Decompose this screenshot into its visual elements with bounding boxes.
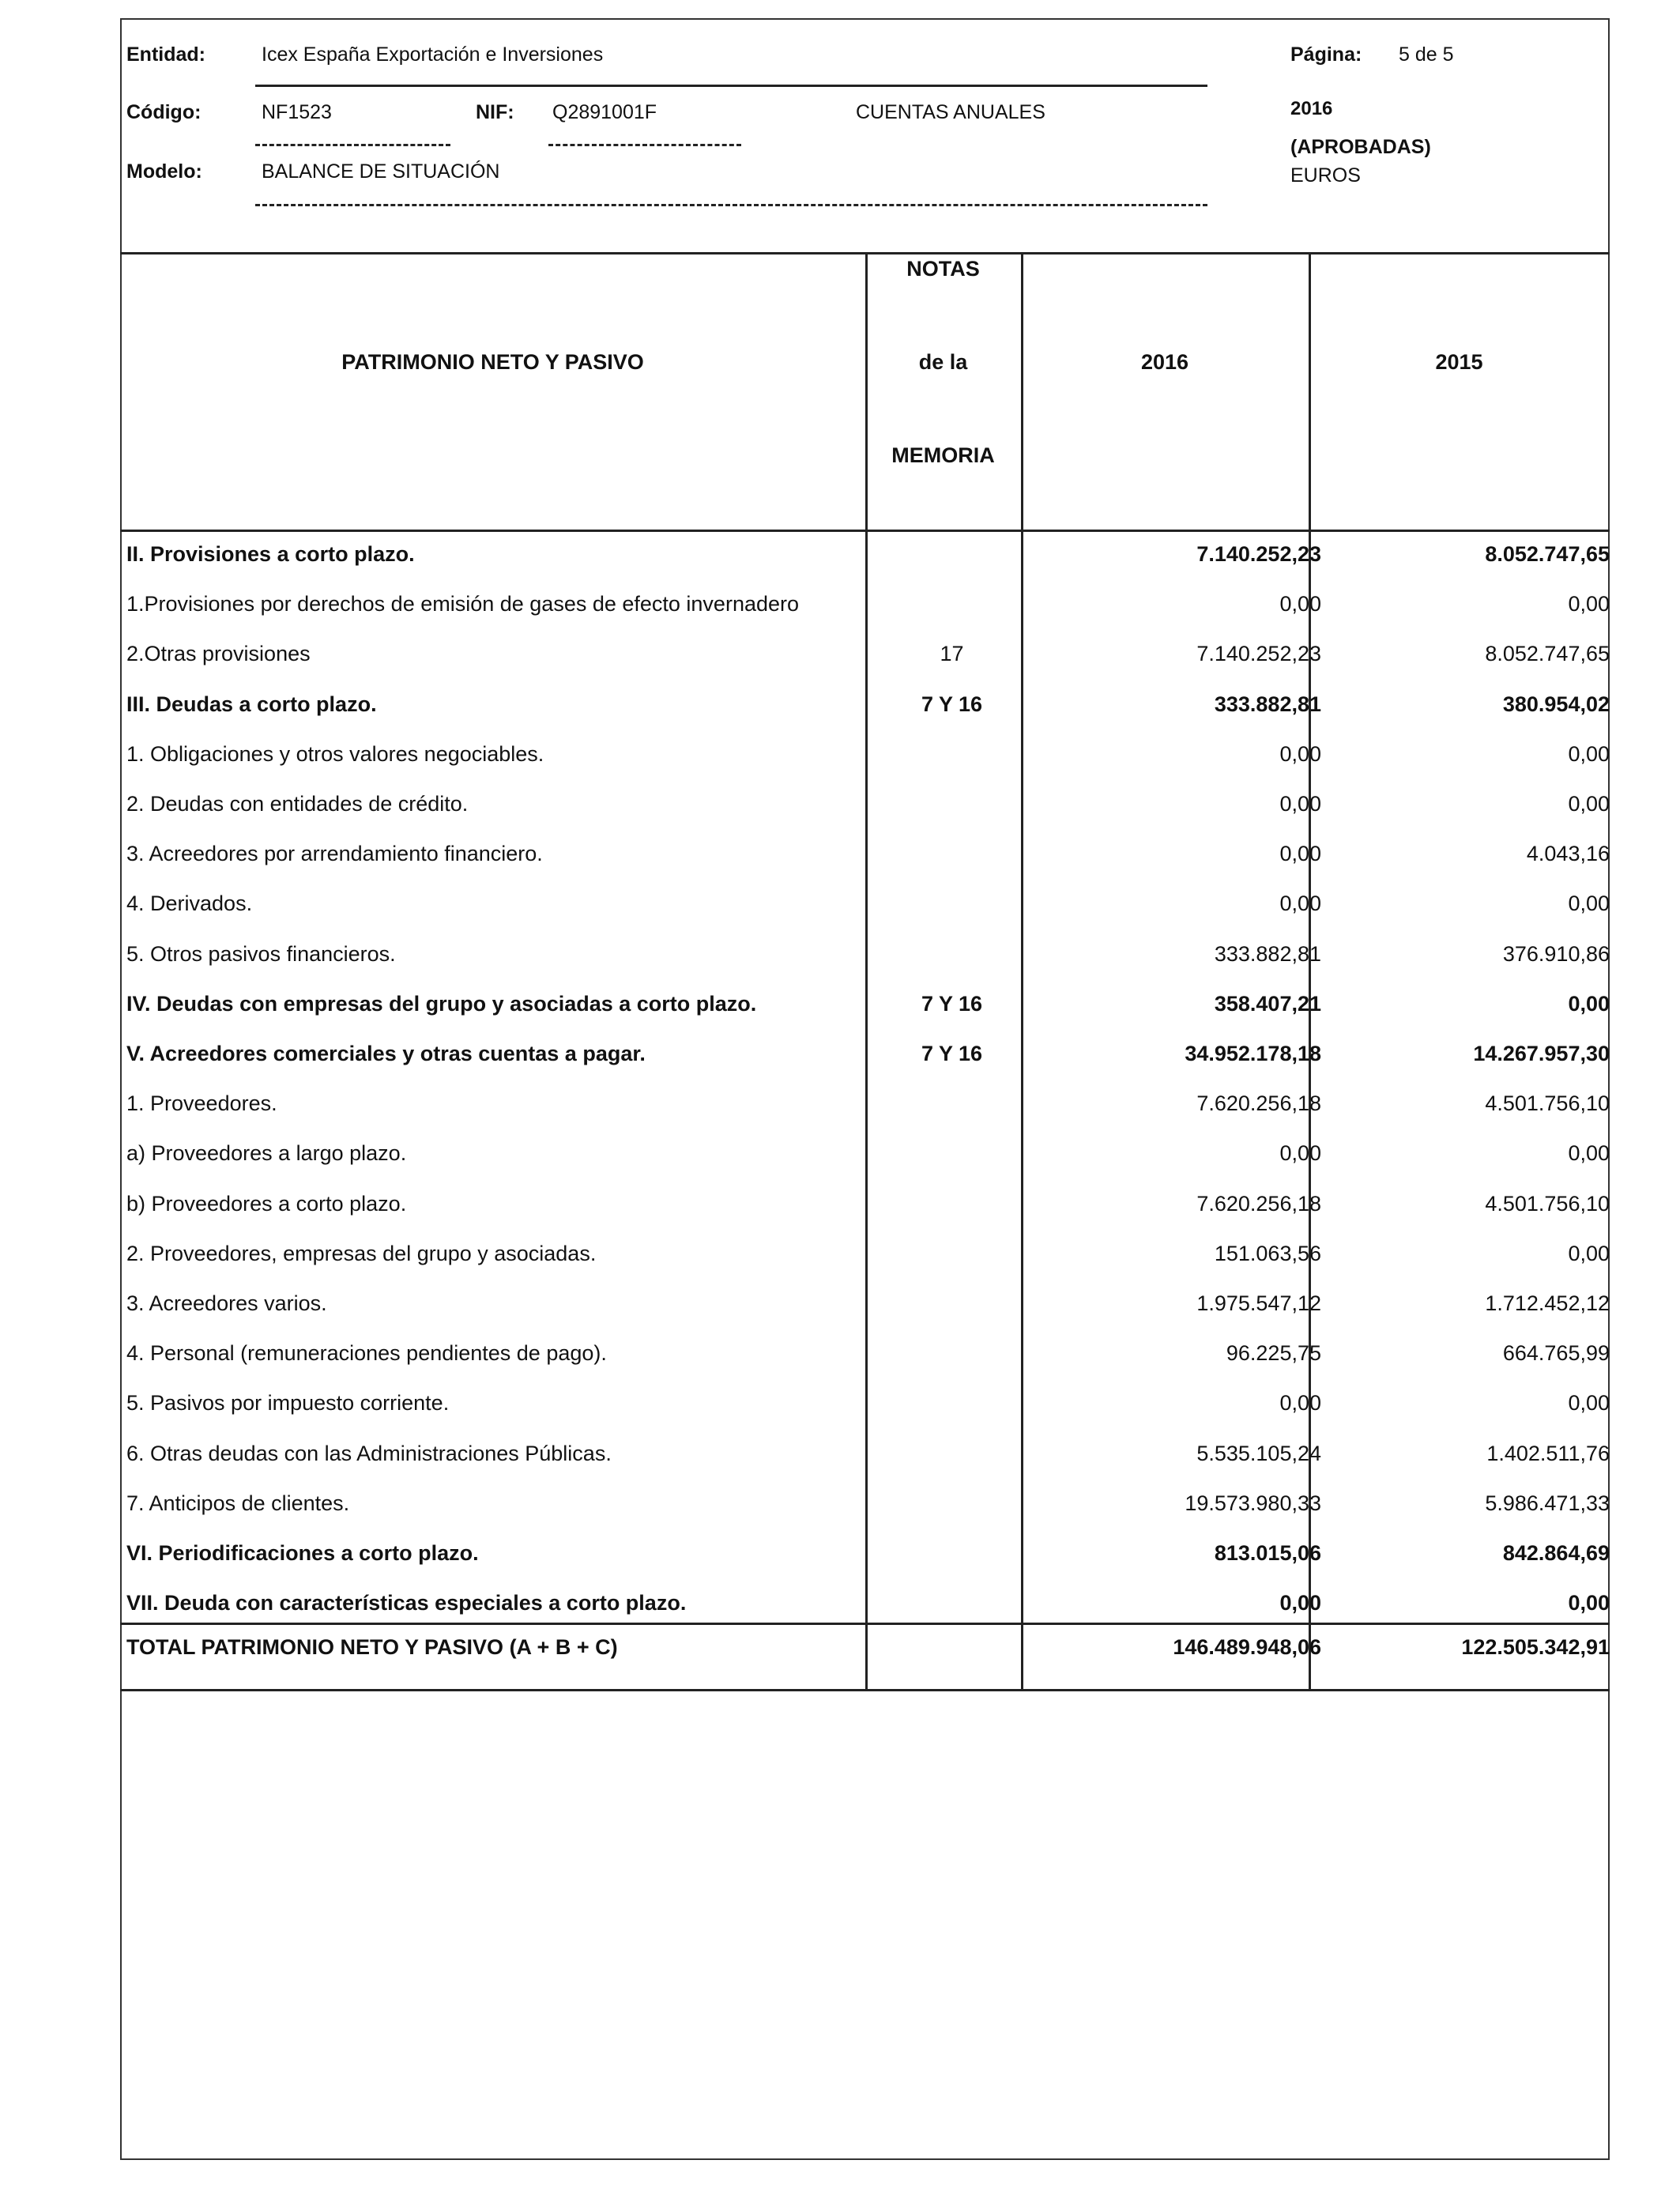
row-notes: 7 Y 16 <box>921 1042 983 1065</box>
row-label: III. Deudas a corto plazo. <box>126 692 377 716</box>
row-label: 7. Anticipos de clientes. <box>126 1491 350 1515</box>
total-label: TOTAL PATRIMONIO NETO Y PASIVO (A + B + C) <box>126 1635 618 1659</box>
table-row <box>120 581 1610 631</box>
row-label: 4. Derivados. <box>126 892 253 916</box>
doc-type: CUENTAS ANUALES <box>856 101 1045 123</box>
modelo-value: BALANCE DE SITUACIÓN <box>262 160 500 183</box>
table-row <box>120 631 1610 681</box>
row-label: 5. Otros pasivos financieros. <box>126 941 396 966</box>
table-row <box>120 781 1610 831</box>
row-label: 2. Deudas con entidades de crédito. <box>126 792 469 816</box>
row-2016: 7.620.256,18 <box>1196 1191 1321 1216</box>
col-header-concept: PATRIMONIO NETO Y PASIVO <box>341 350 644 374</box>
modelo-underline <box>255 204 1207 206</box>
table-row <box>120 1181 1610 1231</box>
row-2016: 358.407,21 <box>1214 991 1321 1016</box>
row-2016: 96.225,75 <box>1226 1341 1321 1366</box>
row-2015: 0,00 <box>1568 1241 1610 1265</box>
row-notes: 7 Y 16 <box>921 991 983 1016</box>
table-row <box>120 681 1610 732</box>
row-2016: 0,00 <box>1279 892 1321 916</box>
row-2015: 0,00 <box>1568 1391 1610 1416</box>
row-label: IV. Deudas con empresas del grupo y asociadas a corto plazo. <box>126 991 757 1016</box>
codigo-underline <box>255 144 450 146</box>
table-row <box>120 1530 1610 1581</box>
row-2016: 0,00 <box>1279 741 1321 766</box>
table-row <box>120 1480 1610 1531</box>
row-2016: 0,00 <box>1279 1391 1321 1416</box>
table-row <box>120 1130 1610 1181</box>
row-label: 2. Proveedores, empresas del grupo y asociadas. <box>126 1241 597 1265</box>
table-row <box>120 880 1610 931</box>
row-2016: 1.975.547,12 <box>1196 1291 1321 1315</box>
row-2015: 4.501.756,10 <box>1485 1091 1610 1116</box>
col-header-notes-1: NOTAS <box>906 257 980 281</box>
row-2016: 333.882,81 <box>1214 692 1321 716</box>
row-2016: 333.882,81 <box>1214 941 1321 966</box>
col-header-notes-3: MEMORIA <box>891 443 995 467</box>
table-row <box>120 1431 1610 1481</box>
row-2015: 842.864,69 <box>1502 1541 1610 1565</box>
row-label: 1. Proveedores. <box>126 1091 277 1116</box>
row-2015: 376.910,86 <box>1502 941 1610 966</box>
row-label: 5. Pasivos por impuesto corriente. <box>126 1391 450 1416</box>
entidad-label: Entidad: <box>126 43 205 66</box>
row-2015: 4.043,16 <box>1526 842 1610 866</box>
table-row <box>120 531 1610 582</box>
row-2015: 14.267.957,30 <box>1473 1042 1610 1065</box>
row-label: 3. Acreedores por arrendamiento financiero. <box>126 842 543 866</box>
codigo-value: NF1523 <box>262 101 332 123</box>
table-row <box>120 1580 1610 1630</box>
row-2015: 1.402.511,76 <box>1486 1441 1610 1465</box>
row-label: 4. Personal (remuneraciones pendientes de pago). <box>126 1341 607 1366</box>
row-2015: 0,00 <box>1568 1141 1610 1166</box>
modelo-label: Modelo: <box>126 160 202 183</box>
table-row <box>120 831 1610 881</box>
row-2016: 7.140.252,23 <box>1196 642 1321 666</box>
row-2016: 19.573.980,33 <box>1185 1491 1321 1515</box>
row-label: a) Proveedores a largo plazo. <box>126 1141 407 1166</box>
row-label: 1.Provisiones por derechos de emisión de gases de efecto invernadero <box>126 592 800 616</box>
row-2015: 380.954,02 <box>1502 692 1610 716</box>
row-2016: 0,00 <box>1279 792 1321 816</box>
table-row <box>120 1031 1610 1081</box>
row-notes: 17 <box>940 642 964 666</box>
table-row <box>120 1280 1610 1331</box>
nif-underline <box>548 144 741 146</box>
row-label: VII. Deuda con características especiales a corto plazo. <box>126 1591 687 1615</box>
col-header-notes-2: de la <box>918 350 968 374</box>
row-label: 1. Obligaciones y otros valores negociables. <box>126 741 544 766</box>
pagina-label: Página: <box>1290 43 1362 66</box>
entidad-value: Icex España Exportación e Inversiones <box>262 43 604 66</box>
row-2016: 0,00 <box>1279 1141 1321 1166</box>
row-2015: 0,00 <box>1568 892 1610 916</box>
row-2015: 5.986.471,33 <box>1485 1491 1610 1515</box>
row-2015: 0,00 <box>1568 592 1610 616</box>
codigo-label: Código: <box>126 101 202 123</box>
row-label: V. Acreedores comerciales y otras cuentas a pagar. <box>126 1042 646 1065</box>
row-2015: 8.052.747,65 <box>1485 542 1610 566</box>
table-row <box>120 1231 1610 1281</box>
total-row <box>120 1624 1610 1675</box>
table-row <box>120 731 1610 782</box>
nif-label: NIF: <box>476 101 514 123</box>
row-2015: 0,00 <box>1568 792 1610 816</box>
row-2015: 664.765,99 <box>1502 1341 1610 1366</box>
row-label: b) Proveedores a corto plazo. <box>126 1191 407 1216</box>
table-row <box>120 1380 1610 1431</box>
row-label: 3. Acreedores varios. <box>126 1291 327 1315</box>
row-2016: 813.015,06 <box>1214 1541 1321 1565</box>
row-notes: 7 Y 16 <box>921 692 983 716</box>
row-2015: 8.052.747,65 <box>1485 642 1610 666</box>
year: 2016 <box>1290 98 1333 119</box>
row-label: VI. Periodificaciones a corto plazo. <box>126 1541 479 1565</box>
row-2016: 0,00 <box>1279 592 1321 616</box>
row-2016: 5.535.105,24 <box>1196 1441 1321 1465</box>
row-label: 2.Otras provisiones <box>126 642 311 666</box>
row-2016: 7.140.252,23 <box>1196 542 1321 566</box>
table-row <box>120 981 1610 1031</box>
row-label: II. Provisiones a corto plazo. <box>126 542 415 566</box>
row-2015: 0,00 <box>1568 741 1610 766</box>
nif-value: Q2891001F <box>552 101 657 123</box>
row-2016: 0,00 <box>1279 1591 1321 1615</box>
table-row <box>120 1080 1610 1131</box>
row-2016: 151.063,56 <box>1214 1241 1321 1265</box>
row-2015: 1.712.452,12 <box>1485 1291 1610 1315</box>
row-2016: 34.952.178,18 <box>1185 1042 1321 1065</box>
row-2015: 0,00 <box>1568 991 1610 1016</box>
row-2015: 4.501.756,10 <box>1485 1191 1610 1216</box>
total-2015: 122.505.342,91 <box>1461 1635 1610 1659</box>
table-row <box>120 931 1610 982</box>
row-label: 6. Otras deudas con las Administraciones Públicas. <box>126 1441 612 1465</box>
col-header-2015: 2015 <box>1435 350 1483 374</box>
row-2016: 7.620.256,18 <box>1196 1091 1321 1116</box>
pagina-value: 5 de 5 <box>1399 43 1454 66</box>
row-2016: 0,00 <box>1279 842 1321 866</box>
col-header-2016: 2016 <box>1140 350 1189 374</box>
status: (APROBADAS) <box>1290 136 1431 158</box>
table-row <box>120 1330 1610 1381</box>
currency: EUROS <box>1290 164 1361 187</box>
entidad-underline <box>255 85 1207 87</box>
row-2015: 0,00 <box>1568 1591 1610 1615</box>
total-2016: 146.489.948,06 <box>1173 1635 1321 1659</box>
